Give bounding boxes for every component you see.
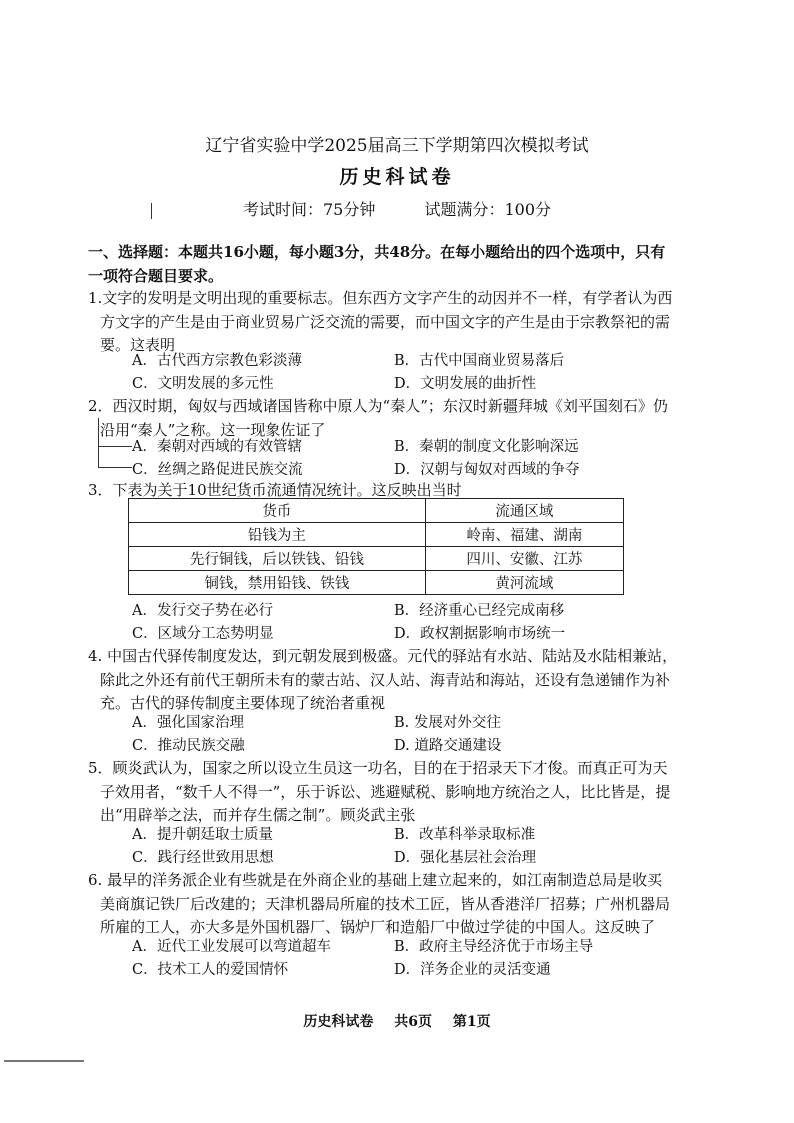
option-c[interactable]: C．区域分工态势明显 <box>132 626 274 642</box>
table-cell: 岭南、福建、湖南 <box>425 523 623 547</box>
option-a[interactable]: A．近代工业发展可以弯道超车 <box>132 939 331 955</box>
table-header-row <box>129 499 624 523</box>
table-cell: 先行铜钱，后以铁钱、铅钱 <box>129 547 426 571</box>
exam-school-title: 辽宁省实验中学2025届高三下学期第四次模拟考试 <box>205 136 589 156</box>
pen-mark <box>98 446 132 447</box>
exam-full-score: 试题满分：100分 <box>424 200 551 219</box>
question-line: 出“用辟举之法，而并存生儒之制”。顾炎武主张 <box>100 806 416 824</box>
exam-time: 考试时间：75分钟 <box>242 200 376 219</box>
option-d[interactable]: D．洋务企业的灵活变通 <box>394 962 551 978</box>
question-6-options <box>132 934 652 980</box>
table-row <box>129 571 624 595</box>
option-c[interactable]: C．践行经世致用思想 <box>132 850 274 866</box>
table-row <box>129 523 624 547</box>
question-line: 要。这表明 <box>100 336 176 354</box>
option-b[interactable]: B．古代中国商业贸易落后 <box>394 353 565 369</box>
section-heading-line: 一项符合题目要求。 <box>88 267 224 285</box>
question-line: 6. 最早的洋务派企业有些就是在外商企业的基础上建立起来的，如江南制造总局是收买 <box>88 871 663 889</box>
subject-title: 历史科试卷 <box>339 166 455 188</box>
footer-subject: 历史科试卷 <box>303 1014 374 1030</box>
question-line: 所雇的工人，亦大多是外国机器厂、锅炉厂和造船厂中做过学徒的中国人。这反映了 <box>100 918 656 936</box>
option-b[interactable]: B．经济重心已经完成南移 <box>394 603 565 619</box>
question-line: 子效用者，“数千人不得一”，乐于诉讼、逃避赋税、影响地方统治之人，比比皆是，提 <box>100 782 671 801</box>
option-c[interactable]: C．丝绸之路促进民族交流 <box>132 462 303 478</box>
question-2-options <box>132 434 652 480</box>
table-cell: 黄河流域 <box>425 571 623 595</box>
option-d[interactable]: D．文明发展的曲折性 <box>394 376 537 392</box>
section-heading-line: 一、选择题：本题共16小题，每小题3分，共48分。在每小题给出的四个选项中，只有 <box>88 243 666 261</box>
option-a[interactable]: A．发行交子势在必行 <box>132 603 273 619</box>
footer-page-number: 第1页 <box>452 1014 491 1030</box>
option-a[interactable]: A．古代西方宗教色彩淡薄 <box>132 353 302 369</box>
option-b[interactable]: B. 发展对外交往 <box>394 715 501 731</box>
table-row <box>129 547 624 571</box>
question-line: 5．顾炎武认为，国家之所以设立生员这一功名，目的在于招录天下才俊。而真正可为天 <box>88 759 668 777</box>
option-a[interactable]: A．强化国家治理 <box>132 715 244 731</box>
question-1-options <box>132 348 652 394</box>
table-cell: 铜钱，禁用铅钱、铁钱 <box>129 571 426 595</box>
pen-mark <box>151 203 152 219</box>
table-header: 流通区域 <box>425 499 623 523</box>
option-d[interactable]: D. 道路交通建设 <box>394 738 502 754</box>
question-line: 方文字的产生是由于商业贸易广泛交流的需要，而中国文字的产生是由于宗教祭祀的需 <box>100 312 671 331</box>
option-b[interactable]: B．秦朝的制度文化影响深远 <box>394 439 579 455</box>
question-line: 4. 中国古代驿传制度发达，到元朝发展到极盛。元代的驿站有水站、陆站及水陆相兼站， <box>88 647 678 665</box>
question-line: 3．下表为关于10世纪货币流通情况统计。这反映出当时 <box>88 481 462 499</box>
question-line: 除此之外还有前代王朝所未有的蒙古站、汉人站、海青站和海站，还设有急递铺作为补 <box>100 670 671 689</box>
pen-mark <box>98 418 99 468</box>
page-footer <box>0 1011 794 1031</box>
question-5-options <box>132 822 652 868</box>
question-line: 充。古代的驿传制度主要体现了统治者重视 <box>100 694 386 712</box>
question-4 <box>88 645 688 716</box>
option-d[interactable]: D．汉朝与匈奴对西域的争夺 <box>394 462 580 478</box>
footer-total-pages: 共6页 <box>394 1014 432 1030</box>
option-b[interactable]: B．改革科举录取标准 <box>394 827 536 843</box>
table-header: 货币 <box>129 499 426 523</box>
option-a[interactable]: A．提升朝廷取士质量 <box>132 827 273 843</box>
question-3-options <box>132 598 652 644</box>
question-4-options <box>132 710 652 756</box>
option-a[interactable]: A．秦朝对西域的有效管辖 <box>132 439 302 455</box>
pen-mark <box>98 467 132 468</box>
exam-info <box>0 197 794 220</box>
question-line: 美商旗记铁厂后改建的；天津机器局所雇的技术工匠，皆从香港洋厂招募；广州机器局 <box>100 894 671 913</box>
question-line: 1.文字的发明是文明出现的重要标志。但东西方文字产生的动因并不一样，有学者认为西 <box>88 289 673 307</box>
question-1 <box>88 287 688 358</box>
question-5 <box>88 757 688 828</box>
table-cell: 铅钱为主 <box>129 523 426 547</box>
option-b[interactable]: B．政府主导经济优于市场主导 <box>394 939 594 955</box>
currency-table <box>128 498 624 595</box>
section-heading <box>88 240 688 288</box>
option-c[interactable]: C．推动民族交融 <box>132 738 245 754</box>
table-cell: 四川、安徽、江苏 <box>425 547 623 571</box>
option-c[interactable]: C．技术工人的爱国情怀 <box>132 962 289 978</box>
option-c[interactable]: C．文明发展的多元性 <box>132 376 274 392</box>
question-6 <box>88 869 688 940</box>
option-d[interactable]: D．强化基层社会治理 <box>394 850 537 866</box>
question-line: 沿用“秦人”之称。这一现象佐证了 <box>100 420 326 439</box>
question-line: 2．西汉时期，匈奴与西域诸国皆称中原人为“秦人”；东汉时新疆拜城《刘平国刻石》仍 <box>88 397 668 415</box>
option-d[interactable]: D．政权割据影响市场统一 <box>394 626 566 642</box>
scan-noise <box>4 1060 84 1062</box>
